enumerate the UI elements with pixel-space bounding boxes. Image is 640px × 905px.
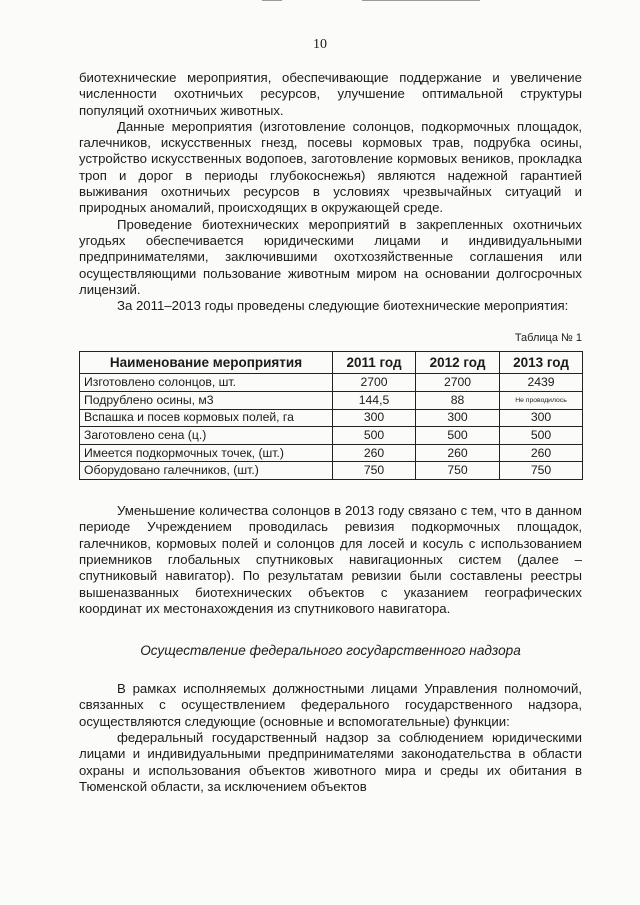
table-row: [80, 374, 583, 392]
header-2011: 2011 год: [333, 352, 416, 374]
cell-2011: 500: [333, 427, 416, 445]
document-body: [79, 70, 582, 795]
cell-2011: 2700: [333, 374, 416, 392]
section-heading: Осуществление федерального государственного надзора: [140, 643, 521, 659]
paragraph-2: Данные мероприятия (изготовление солонцов, подкормочных площадок, галечников, искусственных гнезд, посевы кормовых трав, подрубка осины, устройство искусственных водопоев, заготовление кормовых веников, прокладка троп и дорог в периоды глубокоснежья) являются надежной гарантией выживания охотничьих ресурсов в условиях чрезвычайных ситуаций и природных аномалий, происходящих в окружающей среде.: [79, 118, 582, 216]
paragraph-3: Проведение биотехнических мероприятий в закрепленных охотничьих угодьях обеспечивается юридическими лицами и индивидуальными предпринимателями, заключившими охотхозяйственные соглашения или осуществляющими пользование животным миром на основании долгосрочных лицензий.: [79, 216, 582, 297]
cell-2011: 750: [333, 462, 416, 480]
cell-activity: Заготовлено сена (ц.): [80, 427, 333, 445]
header-2012: 2012 год: [416, 352, 500, 374]
paragraph-4: За 2011–2013 годы проведены следующие биотехнические мероприятия:: [117, 298, 569, 314]
cell-2012: 260: [416, 444, 500, 462]
cell-activity: Вспашка и посев кормовых полей, га: [80, 409, 333, 427]
table-row: [80, 462, 583, 480]
table-caption: Таблица № 1: [514, 332, 582, 345]
cell-activity: Имеется подкормочных точек, (шт.): [80, 444, 333, 462]
cell-2011: 300: [333, 409, 416, 427]
table-row: [80, 409, 583, 427]
top-rule-right: [362, 0, 480, 1]
paragraph-supervision: федеральный государственный надзор за соблюдением юридическими лицами и индивидуальными предпринимателями законодательства в области охраны и использования объектов животного мира и среды их обитания в Тюменской области, за исключением объектов: [79, 729, 582, 794]
table-row: [80, 427, 583, 445]
cell-2013: 750: [500, 462, 583, 480]
page-number: 10: [313, 37, 327, 52]
paragraph-functions: В рамках исполняемых должностными лицами Управления полномочий, связанных с осуществлением федерального государственного надзора, осуществляются следующие (основные и вспомогательные) функции:: [79, 681, 582, 729]
cell-2012: 750: [416, 462, 500, 480]
cell-2012: 300: [416, 409, 500, 427]
cell-activity: Изготовлено солонцов, шт.: [80, 374, 333, 392]
header-activity: Наименование мероприятия: [80, 352, 333, 374]
header-2013: 2013 год: [500, 352, 583, 374]
cell-2012: 500: [416, 427, 500, 445]
cell-2011: 144,5: [333, 392, 416, 410]
top-rule-left: [262, 0, 282, 1]
cell-2012: 2700: [416, 374, 500, 392]
table-header-row: [80, 352, 583, 374]
paragraph-after-table: Уменьшение количества солонцов в 2013 году связано с тем, что в данном периоде Учреждением проводилась ревизия подкормочных площадок, галечников, кормовых полей и солонцов для лосей и косуль с использованием приемников глобальных спутниковых навигационных систем (далее – спутниковый навигатор). По результатам ревизии были составлены реестры вышеназванных биотехнических объектов с указанием географических координат их местонахождения из спутникового навигатора.: [79, 503, 582, 616]
cell-2013: 260: [500, 444, 583, 462]
cell-2012: 88: [416, 392, 500, 410]
paragraph-1: биотехнические мероприятия, обеспечивающие поддержание и увеличение численности охотничьих ресурсов, улучшение оптимальной структуры популяций охотничьих животных.: [79, 70, 582, 118]
cell-2013: 300: [500, 409, 583, 427]
activities-table: [79, 351, 583, 480]
table-row: [80, 392, 583, 410]
cell-2013: 500: [500, 427, 583, 445]
cell-activity: Оборудовано галечников, (шт.): [80, 462, 333, 480]
cell-2013: 2439: [500, 374, 583, 392]
cell-2011: 260: [333, 444, 416, 462]
cell-2013: Не проводилось: [500, 392, 583, 410]
table-row: [80, 444, 583, 462]
cell-activity: Подрублено осины, м3: [80, 392, 333, 410]
